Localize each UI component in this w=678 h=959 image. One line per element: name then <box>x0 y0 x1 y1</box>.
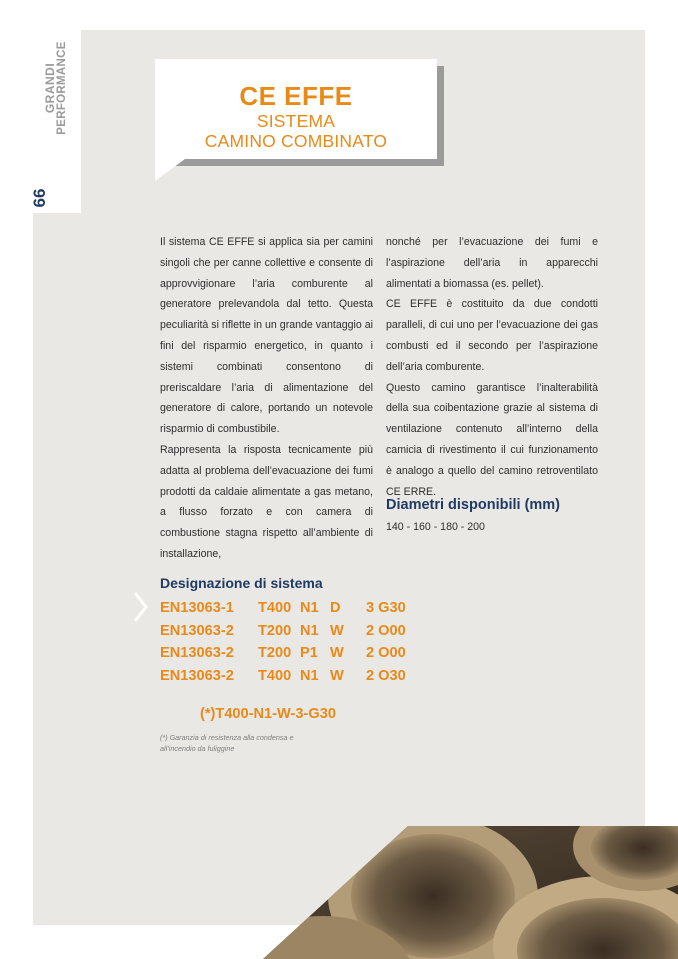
footnote: (*) Garanzia di resistenza alla condensa e all’incendio da fuliggine <box>160 733 294 753</box>
paragraph: Il sistema CE EFFE si applica sia per camini singoli che per canne collettive e consente di approvvigionare l’aria comburente al generatore prelevandola dal tetto. Questa peculiarità si riflette in un grande vantaggio ai fini del risparmio energetico, in quanto i sistemi combinati consentono di preriscaldare l’aria di alimentazione del generatore di calore, portando un notevole risparmio di combustibile. <box>160 236 373 436</box>
designation-temperature: T200 <box>258 645 292 661</box>
designation-pressure: N1 <box>300 622 319 639</box>
designation-row <box>160 665 416 688</box>
section-label-line2: PERFORMANCE <box>56 41 68 135</box>
product-title: CE EFFE <box>239 81 353 111</box>
diameters-heading: Diametri disponibili (mm) <box>386 497 561 513</box>
chevron-right-icon <box>131 590 151 624</box>
section-label-line1: GRANDI <box>43 62 57 114</box>
diameters-values: 140 - 160 - 180 - 200 <box>386 521 485 533</box>
designation-list <box>160 597 416 687</box>
designation-row <box>160 642 416 665</box>
designation-temperature: T200 <box>258 622 292 639</box>
designation-row <box>160 597 416 620</box>
product-subtitle-line1: SISTEMA <box>256 111 336 131</box>
paragraph: CE EFFE è costituito da due condotti paralleli, di cui uno per l’evacuazione dei gas combusti ed il secondo per l’aspirazione dell’aria comburente. <box>386 298 598 373</box>
pipes-photo <box>263 826 678 959</box>
designation-class: 2 O00 <box>366 622 406 639</box>
designation-standard: EN13063-2 <box>160 667 234 684</box>
designation-pressure: P1 <box>300 645 318 661</box>
designation-condensate: D <box>330 600 341 616</box>
paragraph: nonché per l’evacuazione dei fumi e l’aspirazione dell’aria in apparecchi alimentati a biomassa (es. pellet). <box>386 236 598 290</box>
designation-class: 3 G30 <box>366 600 406 616</box>
designation-standard: EN13063-2 <box>160 645 234 661</box>
text-column-right <box>386 232 598 502</box>
page-number: 66 <box>30 188 49 208</box>
designation-pressure: N1 <box>300 600 319 616</box>
designation-condensate: W <box>330 645 344 661</box>
title-box-notch <box>155 159 185 181</box>
designation-heading: Designazione di sistema <box>160 575 323 591</box>
designation-standard: EN13063-2 <box>160 622 234 639</box>
product-subtitle-line2: CAMINO COMBINATO <box>204 131 388 151</box>
text-column-left <box>160 232 373 565</box>
designation-standard: EN13063-1 <box>160 600 234 616</box>
designation-class: 2 O00 <box>366 645 406 661</box>
paragraph: Rappresenta la risposta tecnicamente più adatta al problema dell’evacuazione dei fumi prodotti da caldaie alimentate a gas metano, a flusso forzato e con camera di combustione stagna rispetto all’ambiente di installazione, <box>160 443 373 560</box>
designation-row <box>160 620 416 643</box>
designation-pressure: N1 <box>300 667 319 684</box>
section-label <box>36 32 76 144</box>
designation-condensate: W <box>330 622 344 639</box>
title-box <box>155 59 437 159</box>
special-designation: (*)T400-N1-W-3-G30 <box>200 706 336 722</box>
designation-condensate: W <box>330 667 344 684</box>
designation-temperature: T400 <box>258 667 292 684</box>
designation-class: 2 O30 <box>366 667 406 684</box>
designation-temperature: T400 <box>258 600 292 616</box>
paragraph: Questo camino garantisce l’inalterabilità della sua coibentazione grazie al sistema di ventilazione contenuto all’interno della camicia di rivestimento il cui funzionamento è analogo a quello del camino retroventilato CE ERRE. <box>386 381 598 498</box>
